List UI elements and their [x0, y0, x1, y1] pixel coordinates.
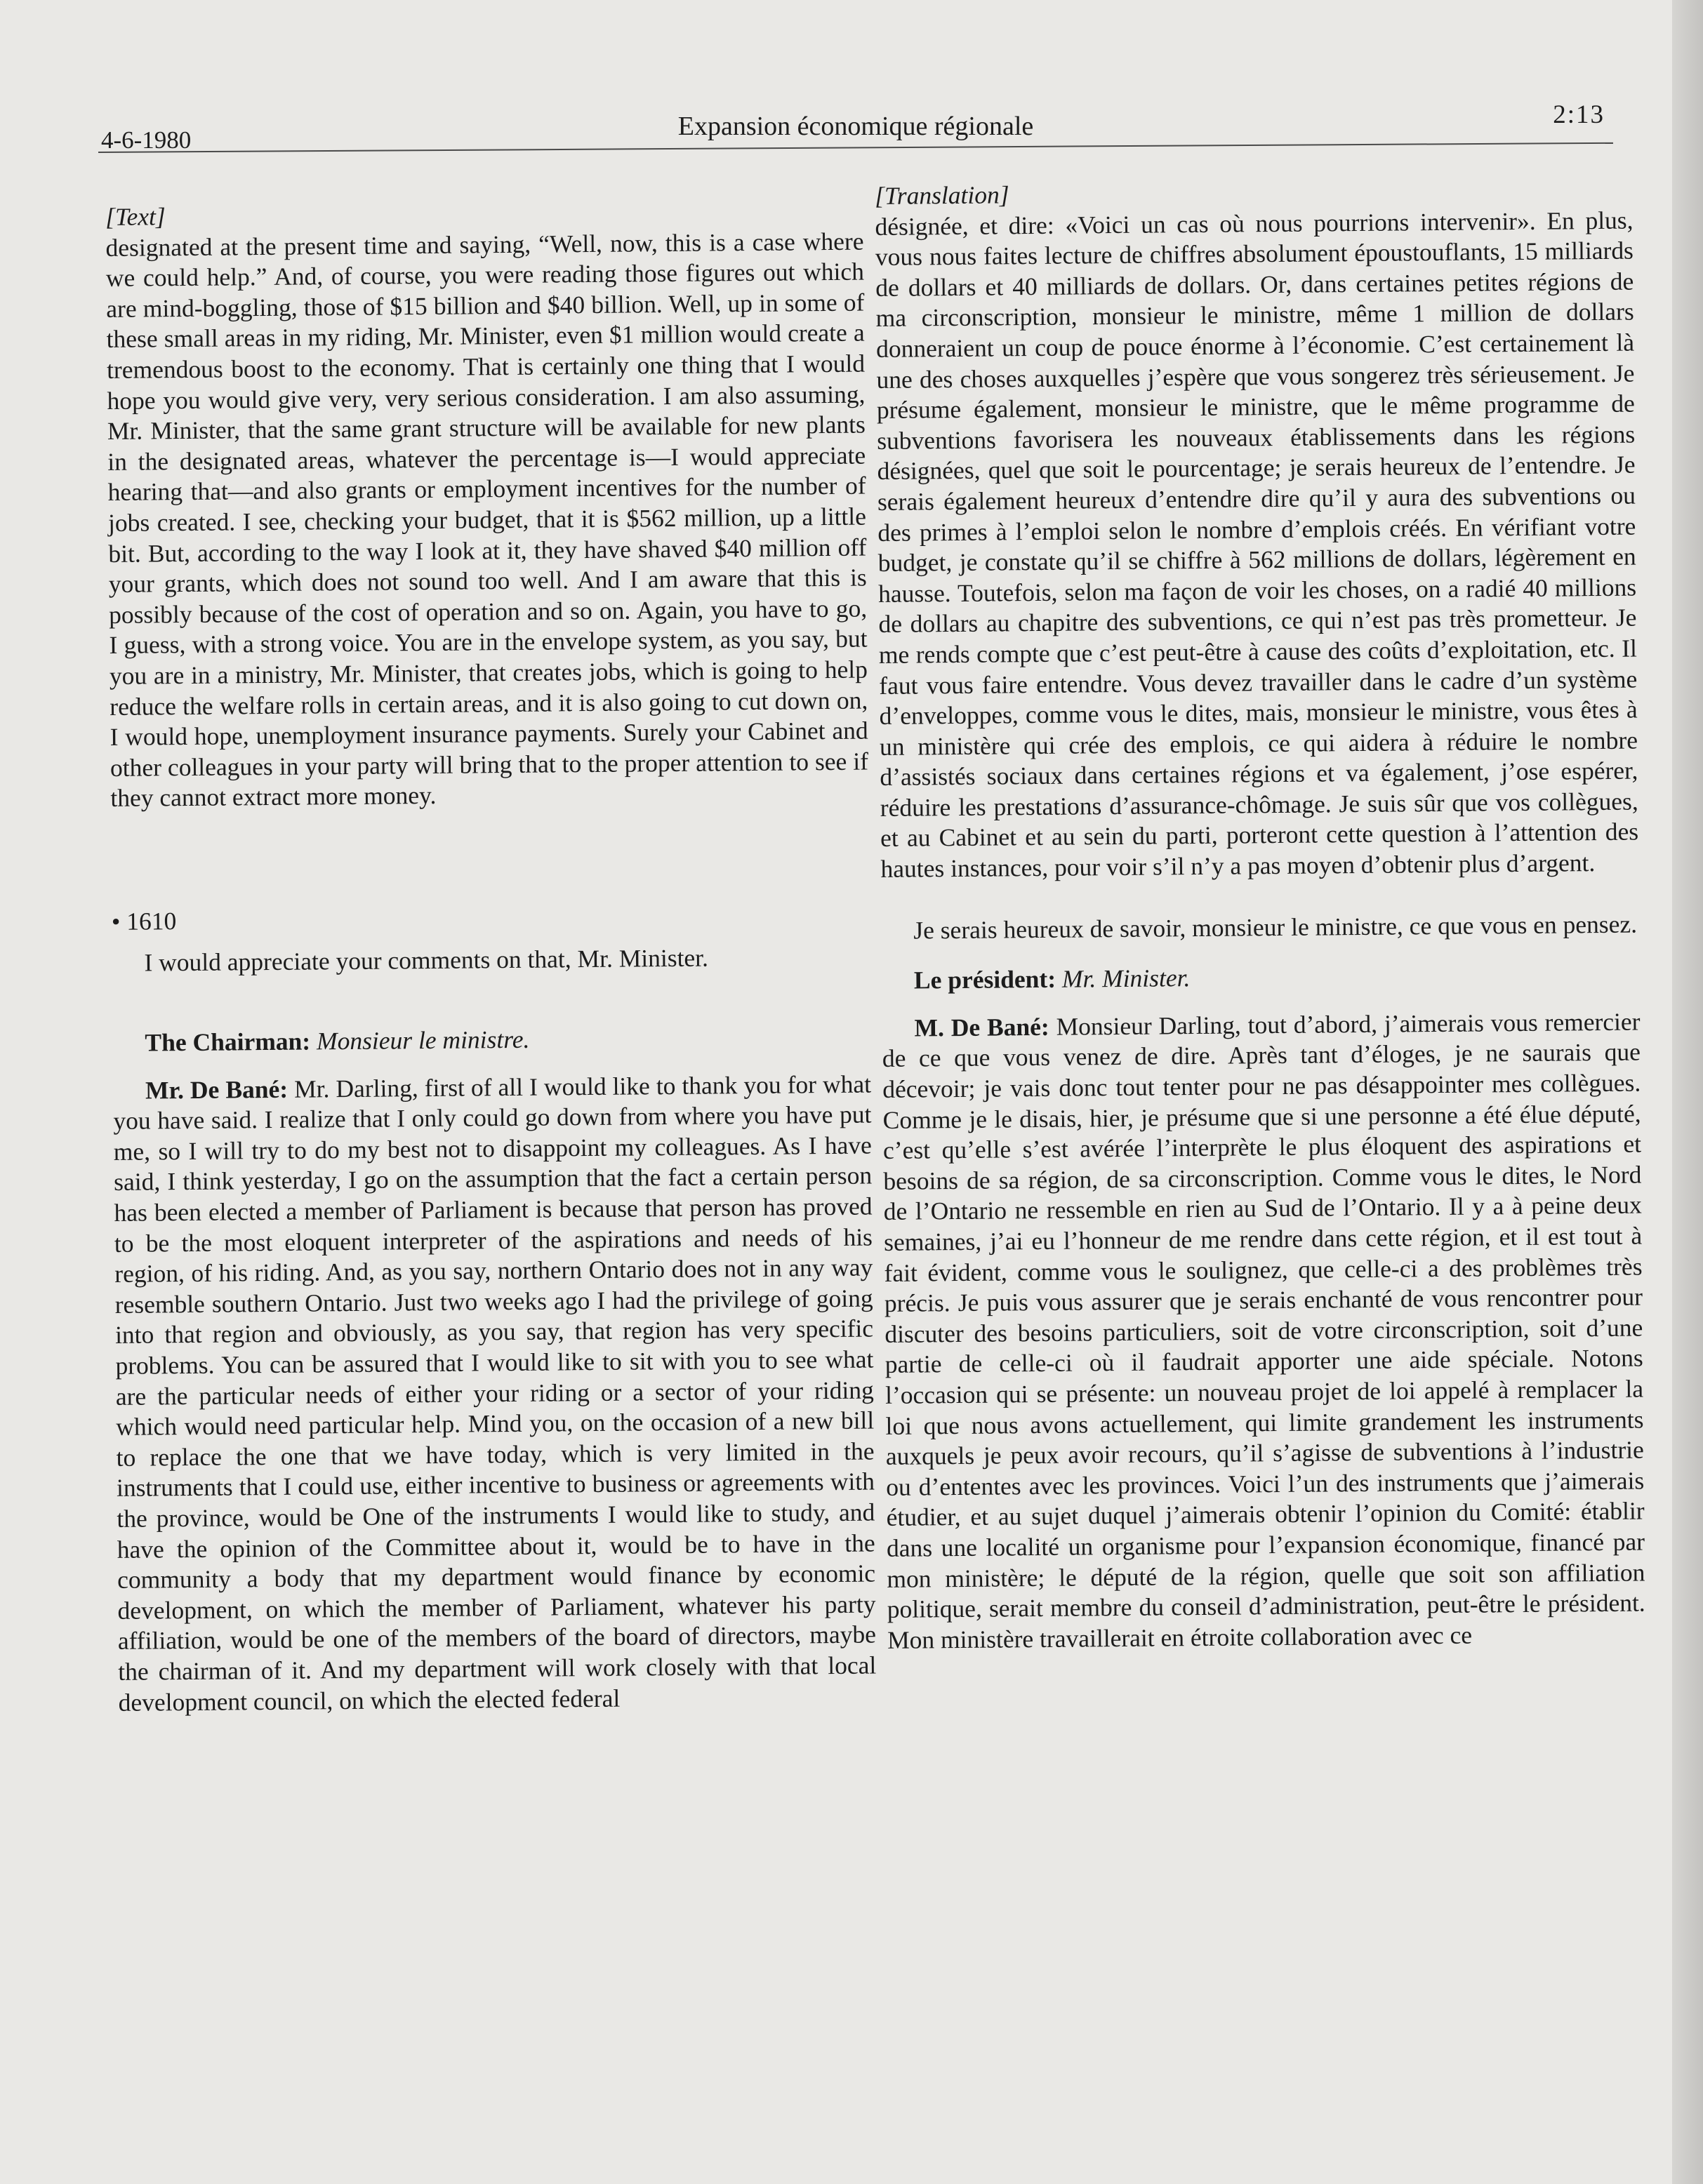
french-paragraph-1: désignée, et dire: «Voici un cas où nous pourrions intervenir». En plus, vous nous faites lecture de chiffres absolument époustouflants, 15 milliards de dollars et 40 milliards de dollars. Or, dans certaines petites régions de ma circonscription, monsieur le ministre, même 1 million de dollars donneraient un coup de pouce énorme à l’économie. C’est certainement là une des choses auxquelles j’espère que vous songerez très sérieusement. Je présume également, monsieur le ministre, que le même programme de subventions favorisera les nouveaux établissements dans les régions désignées, quel que soit le pourcentage; je serais heureux de l’entendre. Je serais également heureux d’entendre dire qu’il y aura des subventions ou des primes à l’emploi selon le nombre d’emplois créés. En vérifiant votre budget, je constate qu’il se chiffre à 562 millions de dollars, légèrement en hausse. Toutefois, selon ma façon de voir les choses, on a radié 40 millions de dollars au chapitre des subventions, ce qui n’est pas très prometteur. Je me rends compte que c’est peut-être à cause des coûts d’exploitation, etc. Il faut vous faire entendre. Vous devez travailler dans le cadre d’un système d’enveloppes, comme vous le dites, mais, monsieur le ministre, vous êtes à un ministère qui crée des emplois, ce qui aidera à réduire le nombre d’assistés sociaux dans certaines régions et va également, j’ose espérer, réduire les prestations d’assurance-chômage. Je suis sûr que vos collègues, et au Cabinet et au sein du parti, porteront cette question à l’attention des hautes instances, pour voir s’il n’y a pas moyen d’obtenir plus d’argent. [875, 206, 1639, 884]
chairman-remark: Monsieur le ministre. [316, 1025, 530, 1056]
president-speaker: Le président: [913, 965, 1056, 994]
page-header [98, 100, 1613, 161]
header-page-number: 2:13 [1553, 100, 1605, 129]
text-tag: [Text] [105, 202, 166, 231]
header-rule [98, 142, 1613, 153]
french-paragraph-2: Je serais heureux de savoir, monsieur le ministre, ce que vous en pensez. [913, 910, 1638, 945]
english-chairman-line [112, 1022, 870, 1059]
header-date: 4-6-1980 [101, 126, 192, 154]
debane-text-fr: Monsieur Darling, tout d’abord, j’aimerais vous remercier de ce que vous venez de dire. Après tant d’éloges, je ne saurais que décevoir; je vais donc tout tenter pour ne pas désappointer mes collègues. Comme je le disais, hier, je présume que si une personne a été élue député, c’est qu’elle s’est avérée l’interprète le plus éloquent des aspirations et besoins de sa région, de sa circonscription. Comme vous le dites, le Nord de l’Ontario ne ressemble en rien au Sud de l’Ontario. Il y a à peine deux semaines, j’ai eu l’honneur de me rendre dans cette région, et il est tout à fait évident, comme vous le soulignez, que celle-ci a des problèmes très précis. Je puis vous assurer que je serais enchanté de vous rencontrer pour discuter des besoins particuliers, soit de votre circonscription, soit d’une partie de celle-ci où il faudrait apporter une aide spéciale. Notons l’occasion qui se présente: un nouveau projet de loi appelé à remplacer la loi que nous avons actuellement, qui limite grandement les instruments auxquels je peux avoir recours, qu’il s’agisse de subventions à l’industrie ou d’ententes avec les provinces. Voici l’un des instruments que j’aimerais étudier, et au sujet duquel j’aimerais obtenir l’opinion du Comité: établir dans une localité un organisme pour l’expansion économique, financé par mon ministère; le député de la région, quelle que soit son affiliation politique, serait membre du conseil d’administration, peut-être le président. Mon ministère travaillerait en étroite collaboration avec ce [882, 1007, 1645, 1654]
translation-tag: [Translation] [875, 180, 1009, 210]
french-debane-paragraph [882, 1006, 1645, 1656]
french-column [875, 175, 1645, 1656]
chairman-speaker: The Chairman: [145, 1027, 311, 1057]
french-president-line [882, 959, 1640, 997]
debane-speaker-fr: M. De Bané: [914, 1012, 1049, 1042]
english-paragraph-1: designated at the present time and saying, “Well, now, this is a case where we could help.” And, of course, you were reading those figures out which are mind-boggling, those of $15 billion and $40 billion. Well, up in some of these small areas in my riding, Mr. Minister, even $1 million would create a tremendous boost to the economy. That is certainly one thing that I would hope you would give very, very serious consideration. I am also assuming, Mr. Minister, that the same grant structure will be available for new plants in the designated areas, whatever the percentage is—I would appreciate hearing that—and also grants or employment incentives for the number of jobs created. I see, checking your budget, that it is $562 million, up a little bit. But, according to the way I look at it, they have shaved $40 million off your grants, which does not sound too well. And I am aware that this is possibly because of the cost of operation and so on. Again, you have to go, I guess, with a strong voice. You are in the envelope system, as you say, but you are in a ministry, Mr. Minister, that creates jobs, which is going to help reduce the welfare rolls in certain areas, and it is also going to cut down on, I would hope, unemployment insurance payments. Surely your Cabinet and other colleagues in your party will bring that to the proper attention to see if they cannot extract more money. [105, 227, 869, 813]
debane-speaker: Mr. De Bané: [145, 1074, 289, 1105]
english-paragraph-2: I would appreciate your comments on that, Mr. Minister. [144, 944, 709, 978]
time-marker: • 1610 [111, 907, 177, 935]
header-title: Expansion économique régionale [677, 112, 1034, 141]
page-edge [1672, 0, 1703, 2184]
english-column [105, 196, 877, 1718]
debane-text: Mr. Darling, first of all I would like to thank you for what you have said. I realize that I only could go down from where you have put me, so I will try to do my best not to disappoint my colleagues. As I have said, I think yesterday, I go on the assumption that the fact a certain person has been elected a member of Parliament is because that person has proved to be the most eloquent interpreter of the aspirations and needs of his region, of his riding. And, as you say, northern Ontario does not in any way resemble southern Ontario. Just two weeks ago I had the privilege of going into that region and obviously, as you say, that region has very specific problems. You can be assured that I would like to sit with you to see what are the particular needs of either your riding or a sector of your riding which would need particular help. Mind you, on the occasion of a new bill to replace the one that we have today, which is very limited in the instruments that I could use, either incentive to business or agreements with the province, would be One of the instruments I would like to study, and have the opinion of the Committee about it, would be to have in the community a body that my department would finance by economic development, on which the member of Parliament, whatever his party affiliation, would be one of the members of the board of directors, maybe the chairman of it. And my department will work closely with that local development council, on which the elected federal [113, 1070, 877, 1717]
president-remark: Mr. Minister. [1061, 964, 1191, 993]
english-debane-paragraph [113, 1069, 877, 1718]
